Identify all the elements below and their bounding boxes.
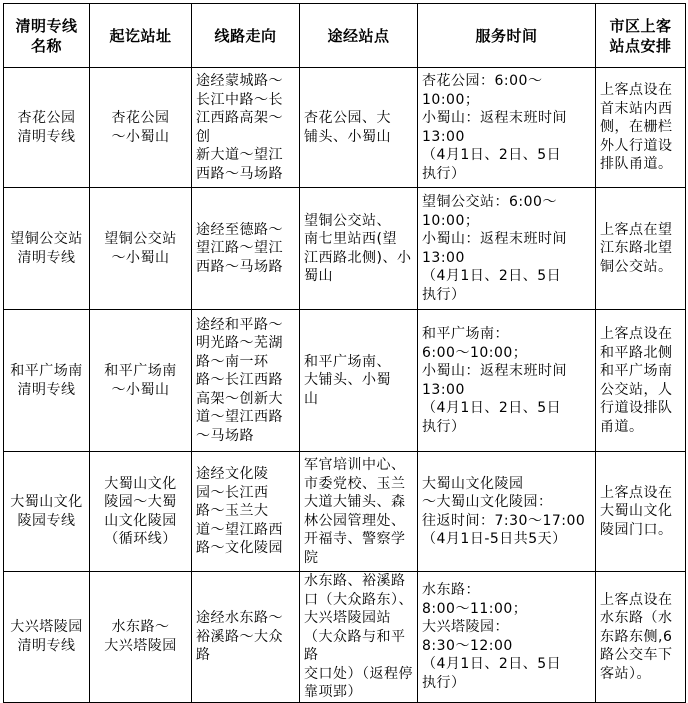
row-name: 和平广场南 清明专线 xyxy=(4,310,90,452)
row-name: 望铜公交站 清明专线 xyxy=(4,188,90,310)
header-hours: 服务时间 xyxy=(418,4,596,68)
header-route: 线路走向 xyxy=(192,4,300,68)
row-hours: 大蜀山文化陵园 ～大蜀山文化陵园： 往返时间：7:30～17:00 （4月1日-5日共5天） xyxy=(418,452,596,572)
row-hours: 杏花公园：6:00～ 10:00； 小蜀山：返程末班时间 13:00 （4月1日、2日、5日 执行） xyxy=(418,68,596,188)
row-stops: 水东路、裕溪路 口（大众路东）、 大兴塔陵园站 （大众路与和平路 交口处）（返程停 靠项郢） xyxy=(300,572,418,703)
row-pickup: 上客点设在 和平路北侧 和平广场南 公交站，人 行道设排队 甬道。 xyxy=(596,310,686,452)
header-pickup: 市区上客 站点安排 xyxy=(596,4,686,68)
table-row xyxy=(4,310,686,452)
row-pickup: 上客点在望 江东路北望 铜公交站。 xyxy=(596,188,686,310)
row-endpoints: 杏花公园 ～小蜀山 xyxy=(90,68,192,188)
row-endpoints: 大蜀山文化 陵园～大蜀 山文化陵园 （循环线） xyxy=(90,452,192,572)
bus-route-table xyxy=(3,3,686,703)
row-route: 途经蒙城路～ 长江中路～长 江西路高架～创 新大道～望江 西路～马场路 xyxy=(192,68,300,188)
table-row xyxy=(4,188,686,310)
row-name: 大兴塔陵园 清明专线 xyxy=(4,572,90,703)
row-endpoints: 望铜公交站 ～小蜀山 xyxy=(90,188,192,310)
row-hours: 望铜公交站：6:00～ 10:00； 小蜀山：返程末班时间 13:00 （4月1日、2日、5日 执行） xyxy=(418,188,596,310)
row-stops: 和平广场南、 大铺头、小蜀 山 xyxy=(300,310,418,452)
row-route: 途经水东路～ 裕溪路～大众 路 xyxy=(192,572,300,703)
row-pickup: 上客点设在 大蜀山文化 陵园门口。 xyxy=(596,452,686,572)
row-pickup: 上客点设在 水东路（水 东路东侧,6 路公交车下 客站）。 xyxy=(596,572,686,703)
row-hours: 水东路： 8:00～11:00； 大兴塔陵园： 8:30～12:00 （4月1日、2日、5日 执行） xyxy=(418,572,596,703)
row-endpoints: 水东路～ 大兴塔陵园 xyxy=(90,572,192,703)
table-row xyxy=(4,68,686,188)
table-row xyxy=(4,452,686,572)
row-pickup: 上客点设在 首末站内西 侧，在栅栏 外人行道设 排队甬道。 xyxy=(596,68,686,188)
row-name: 杏花公园 清明专线 xyxy=(4,68,90,188)
header-stops: 途经站点 xyxy=(300,4,418,68)
row-hours: 和平广场南： 6:00～10:00； 小蜀山：返程末班时间 13:00 （4月1日、2日、5日 执行） xyxy=(418,310,596,452)
header-name: 清明专线 名称 xyxy=(4,4,90,68)
row-stops: 杏花公园、大 铺头、小蜀山 xyxy=(300,68,418,188)
row-stops: 军官培训中心、 市委党校、玉兰 大道大铺头、森 林公园管理处、 开福寺、警察学 院 xyxy=(300,452,418,572)
row-route: 途经至德路～ 望江路～望江 西路～马场路 xyxy=(192,188,300,310)
row-stops: 望铜公交站、 南七里站西(望 江西路北侧)、小 蜀山 xyxy=(300,188,418,310)
row-route: 途经文化陵 园～长江西 路～玉兰大 道～望江路西 路～文化陵园 xyxy=(192,452,300,572)
table-row xyxy=(4,572,686,703)
header-row xyxy=(4,4,686,68)
row-endpoints: 和平广场南 ～小蜀山 xyxy=(90,310,192,452)
row-route: 途经和平路～ 明光路～芜湖 路～南一环 路～长江西路 高架～创新大 道～望江西路 ～马场路 xyxy=(192,310,300,452)
header-endpoints: 起讫站址 xyxy=(90,4,192,68)
row-name: 大蜀山文化 陵园专线 xyxy=(4,452,90,572)
